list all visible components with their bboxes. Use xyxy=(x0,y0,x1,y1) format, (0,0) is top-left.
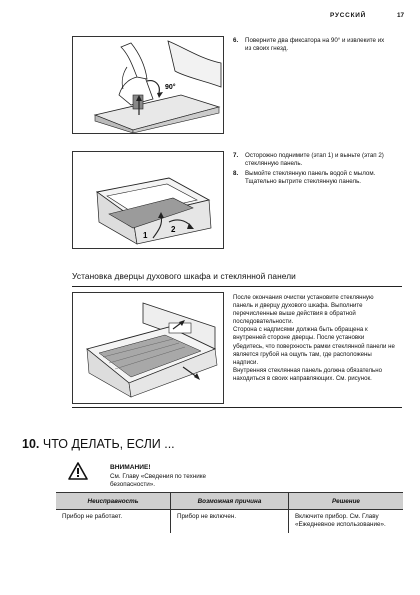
section-title: Установка дверцы духового шкафа и стеклянной панели xyxy=(72,271,296,281)
table-cell: Прибор не включен. xyxy=(171,510,289,533)
stage-1-label: 1 xyxy=(143,231,148,240)
angle-label: 90° xyxy=(165,84,176,91)
table-header-row xyxy=(56,493,403,510)
figure-latch-rotation xyxy=(72,36,224,134)
warning-icon xyxy=(68,462,88,480)
latch-rotation-illustration xyxy=(73,37,223,133)
step-text: Осторожно поднимите (этап 1) и выньте (этап 2) стеклянную панель. xyxy=(245,152,384,168)
step-text: Вымойте стеклянную панель водой с мылом. Тщательно вытрите стеклянную панель. xyxy=(245,170,376,186)
figure-door-install xyxy=(72,292,224,404)
step-number: 7. xyxy=(233,152,239,159)
step-text: Поверните два фиксатора на 90° и извлеките их из своих гнезд. xyxy=(245,37,385,53)
figure-glass-removal xyxy=(72,151,224,249)
step-8 xyxy=(233,170,393,198)
step-7 xyxy=(233,152,393,170)
step-number: 6. xyxy=(233,37,239,44)
table-cell: Прибор не работает. xyxy=(62,513,123,520)
page-number: 17 xyxy=(397,12,405,19)
table-row xyxy=(56,510,403,533)
column-header: Неисправность xyxy=(56,493,171,510)
step-number: 8. xyxy=(233,170,239,177)
section-rule-bottom xyxy=(72,407,402,408)
install-paragraph: Внутренняя стеклянная панель должна обязательно находиться в своих направляющих. См. рисунок. xyxy=(233,366,382,382)
install-paragraph: После окончания очистки установите стеклянную панель и дверцу духового шкафа. Выполните перечисленные выше действия в обратной последовательности. xyxy=(233,294,374,326)
warning-title: ВНИМАНИЕ! xyxy=(110,464,151,471)
stage-2-label: 2 xyxy=(171,225,176,234)
step-6 xyxy=(233,37,393,57)
column-header: Решение xyxy=(288,493,403,510)
install-paragraph: Сторона с надписями должна быть обращена к внутренней стороне дверцы. После установки убедитесь, что поверхность рамки стеклянной панели не является грубой на ощупь там, где расположены надписи. xyxy=(233,326,395,366)
chapter-number: 10. xyxy=(22,437,40,451)
section-rule-top xyxy=(72,286,402,287)
header-language: РУССКИЙ xyxy=(330,12,367,19)
table-cell: Включите прибор. См. Главу «Ежедневное использование». xyxy=(288,510,403,533)
chapter-title-text: ЧТО ДЕЛАТЬ, ЕСЛИ ... xyxy=(42,437,175,451)
chapter-title xyxy=(22,437,175,451)
glass-removal-illustration xyxy=(73,152,223,248)
warning-text: См. Главу «Сведения по технике безопасности». xyxy=(110,473,207,489)
column-header: Возможная причина xyxy=(171,493,289,510)
install-instructions xyxy=(233,294,395,383)
door-install-illustration xyxy=(73,293,223,403)
troubleshooting-table xyxy=(56,492,403,533)
